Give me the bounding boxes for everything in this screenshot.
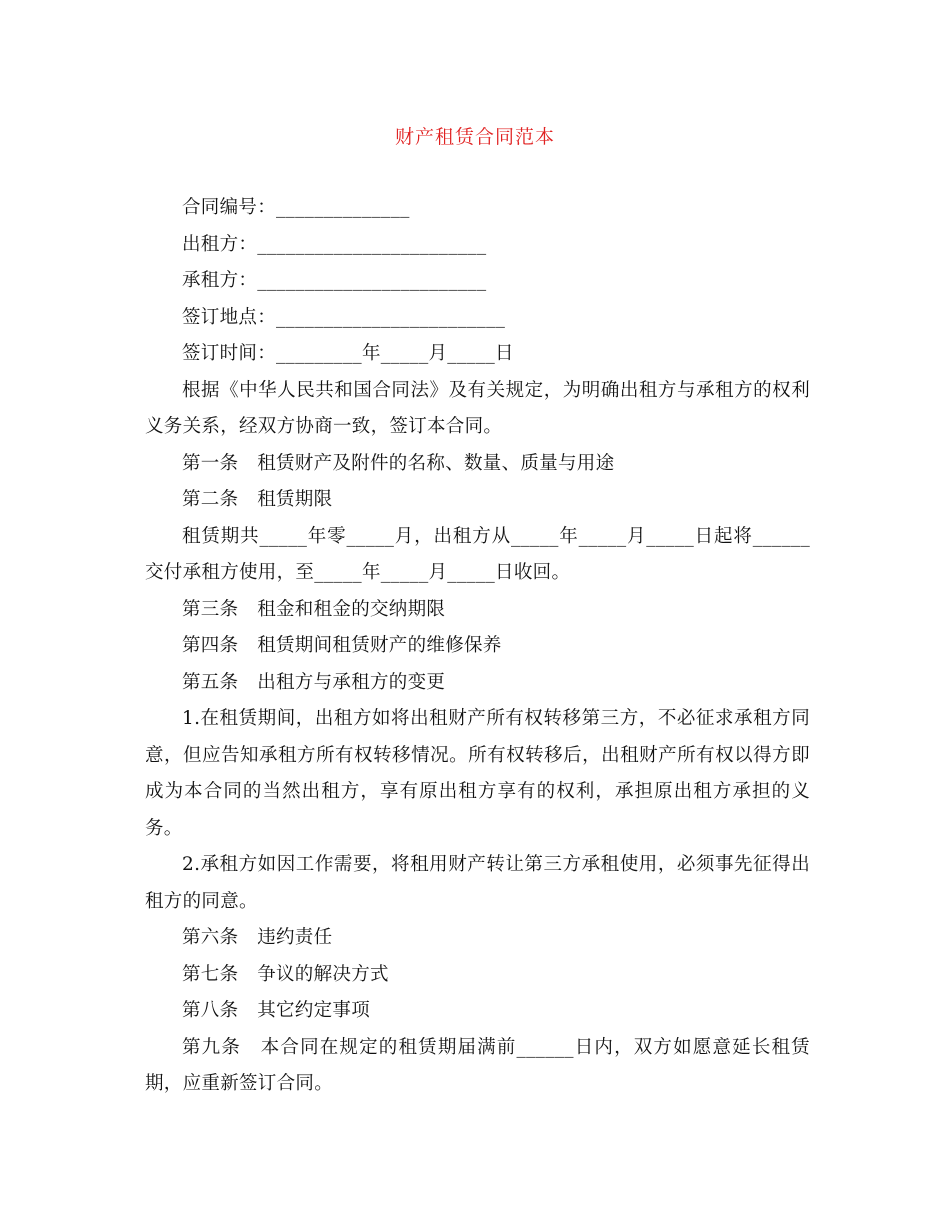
field-contract-number: 合同编号：______________	[182, 197, 410, 218]
article-3-heading: 第三条 租金和租金的交纳期限	[182, 598, 446, 620]
article-9-paragraph: 第九条 本合同在规定的租赁期届满前______日内，双方如愿意延长租赁期，应重新签订合同。	[145, 1036, 810, 1094]
term-paragraph: 租赁期共_____年零_____月，出租方从_____年_____月_____日起将______交付承租方使用，至_____年_____月_____日收回。	[145, 525, 810, 583]
article-2-heading: 第二条 租赁期限	[182, 489, 333, 510]
clause-5-2: 2.承租方如因工作需要，将租用财产转让第三方承租使用，必须事先征得出租方的同意。	[145, 854, 810, 912]
article-5-heading: 第五条 出租方与承租方的变更	[182, 671, 446, 693]
field-lessee: 承租方：________________________	[182, 270, 487, 291]
article-8-heading: 第八条 其它约定事项	[182, 1000, 371, 1021]
field-signing-place: 签订地点：________________________	[182, 306, 506, 328]
document-body	[145, 190, 810, 1103]
intro-paragraph: 根据《中华人民共和国合同法》及有关规定，为明确出租方与承租方的权利义务关系，经双方协商一致，签订本合同。	[145, 379, 810, 437]
article-6-heading: 第六条 违约责任	[182, 927, 333, 948]
field-lessor: 出租方：________________________	[182, 233, 487, 255]
field-signing-date: 签订时间：_________年_____月_____日	[182, 343, 514, 364]
clause-5-1: 1.在租赁期间，出租方如将出租财产所有权转移第三方，不必征求承租方同意，但应告知承租方所有权转移情况。所有权转移后，出租财产所有权以得方即成为本合同的当然出租方，享有原出租方享有的权利，承担原出租方承担的义务。	[145, 708, 810, 839]
article-7-heading: 第七条 争议的解决方式	[182, 963, 389, 985]
article-4-heading: 第四条 租赁期间租赁财产的维修保养	[182, 635, 502, 656]
document-title: 财产租赁合同范本	[394, 126, 555, 148]
article-1-heading: 第一条 租赁财产及附件的名称、数量、质量与用途	[182, 452, 615, 474]
